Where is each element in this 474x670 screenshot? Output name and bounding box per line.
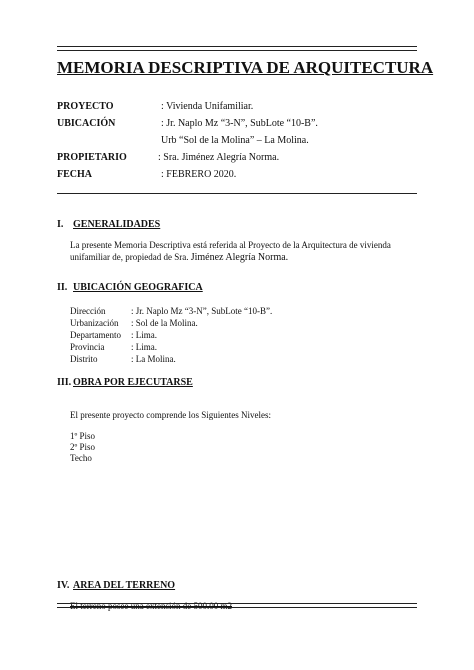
top-double-rule <box>57 46 417 51</box>
generalidades-text: La presente Memoria Descriptiva está referida al Proyecto de la Arquitectura de vivienda unifamiliar de, propiedad de Sra. <box>70 240 391 262</box>
location-row-label: Provincia <box>70 342 105 352</box>
section-heading: OBRA POR EJECUTARSE <box>73 377 193 388</box>
section-number: II. <box>57 282 68 293</box>
obra-intro: El presente proyecto comprende los Siguientes Niveles: <box>70 410 271 420</box>
section-number: III. <box>57 377 72 388</box>
ubicacion-label: UBICACIÓN <box>57 118 116 129</box>
propietario-label: PROPIETARIO <box>57 152 127 163</box>
section-area-title <box>57 580 175 591</box>
level-item: 1º Piso <box>70 431 96 441</box>
location-row-value: : La Molina. <box>131 354 176 364</box>
proyecto-label: PROYECTO <box>57 101 114 112</box>
level-item: 2º Piso <box>70 442 96 452</box>
proyecto-value: : Vivienda Unifamiliar. <box>161 101 254 112</box>
location-row-label: Departamento <box>70 330 121 340</box>
header-bottom-rule <box>57 193 417 194</box>
location-row-value: : Lima. <box>131 330 157 340</box>
section-number: I. <box>57 219 64 230</box>
section-generalidades-title <box>57 219 160 230</box>
generalidades-owner: Jiménez Alegría Norma. <box>190 252 289 263</box>
location-row-label: Urbanización <box>70 318 119 328</box>
area-text: El terreno posee una extensión de 500.00 m2 <box>70 601 232 611</box>
level-item: Techo <box>70 453 92 463</box>
location-row-value: : Jr. Naplo Mz “3-N”, SubLote “10-B”. <box>131 306 273 316</box>
location-row-value: : Sol de la Molina. <box>131 318 198 328</box>
location-row-label: Dirección <box>70 306 106 316</box>
location-row-label: Distrito <box>70 354 98 364</box>
generalidades-paragraph <box>70 239 425 264</box>
ubicacion-value-line-2: Urb “Sol de la Molina” – La Molina. <box>161 135 309 146</box>
section-number: IV. <box>57 580 70 591</box>
section-obra-title <box>57 377 193 388</box>
location-row-value: : Lima. <box>131 342 157 352</box>
bottom-double-rule <box>57 603 417 608</box>
propietario-value: : Sra. Jiménez Alegría Norma. <box>158 152 280 163</box>
fecha-label: FECHA <box>57 169 92 180</box>
section-heading: UBICACIÓN GEOGRAFICA <box>73 282 203 293</box>
document-title: MEMORIA DESCRIPTIVA DE ARQUITECTURA <box>57 58 434 77</box>
section-heading: GENERALIDADES <box>73 219 161 230</box>
ubicacion-value-line-1: : Jr. Naplo Mz “3-N”, SubLote “10-B”. <box>161 118 318 129</box>
section-heading: AREA DEL TERRENO <box>73 580 176 591</box>
fecha-value: : FEBRERO 2020. <box>161 169 237 180</box>
section-ubicacion-title <box>57 282 203 293</box>
